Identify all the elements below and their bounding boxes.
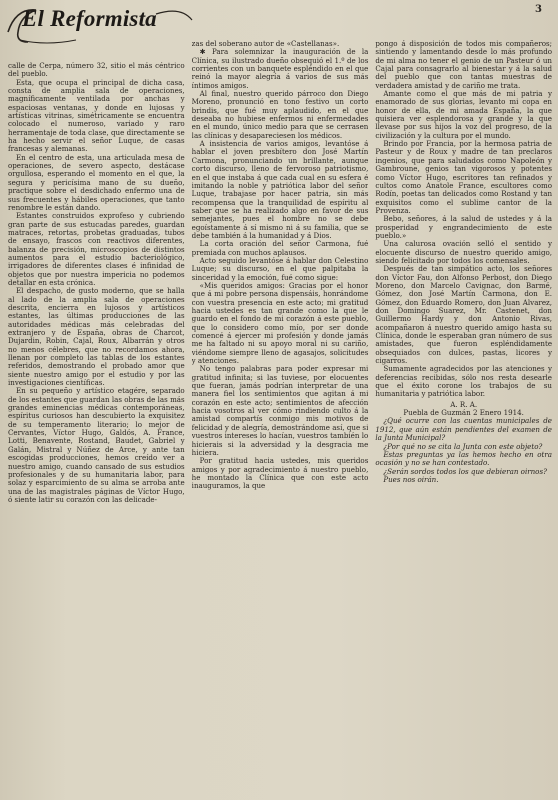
paragraph: La corta oración del señor Carmona, fué premiada con muchos aplausos. (191, 239, 369, 257)
paragraph: Bebo, señores, á la salud de ustedes y á la prosperidad y engrandecimiento de este pueblo.» (375, 214, 553, 240)
paragraph: pongo á disposición de todos mis compañeros; sintiendo y lamentando desde lo más profundo de mi alma no tener el genio de un Pasteur ó un Cajal para consagrarlo al bienestar y á la salud del pueblo que con tantas muestras de verdadera amistad y de cariño me trata. (375, 40, 553, 90)
paragraph: «Mis queridos amigos: Gracias por el honor que á mi pobre persona dispensáis, honrándome con vuestra presencia en este acto; mi gratitud hacia ustedes es tan grande como la que le guardo en el fondo de mi corazón á este pueblo, que lo considero como mío, por ser donde comencé á ejercer mi profesión y donde jamás me ha faltado ni su apoyo moral ni su cariño, viéndome siempre lleno de agasajos, solicitudes y atenciones. (191, 280, 369, 366)
paragraph: El despacho, de gusto moderno, que se halla al lado de la amplia sala de operaciones descrita, encierra en lujosos y artísticos estantes, las últimas producciones de las autoridades médicas más celebradas del extranjero y de España, obras de Charcot, Dujardin, Robin, Cajal, Roux, Albarrán y otros no menos célebres, que no recordamos ahora, llenan por completo las tablas de los estantes referidos, demostrando el probado amor que siente nuestro amigo por el estudio y por las investigaciones científicas. (8, 286, 185, 388)
paragraph: Esta, que ocupa el principal de dicha casa, consta de amplia sala de operaciones, magníficamente ventilada por anchas y espaciosas ventanas, y donde en lujosas y artísticas vitrinas, simétricamente se encuentra colocado el numeroso, variado y raro herramentaje de toda clase, que directamente se ha hecho servir el señor Luque, de casas francesas y alemanas. (8, 77, 185, 154)
question: Pues nos oirán. (383, 474, 439, 484)
paragraph: Brindo por Francia, por la hermosa patria de Pasteur y de Roux y madre de tan preclaros ingenios, que para saludados como Napoleón y Gambroune, genios tan vigorosos y potentes como Víctor Hugo, escritores tan refinados y cultos como Anatole France, escultores como Rodín, poetas tan delicados como Rostand y tan exquisitos como el sublime cantor de la Provenza. (375, 139, 553, 215)
question: ¿Qué ocurre con las cuentas municipales de 1912, que aún están pendientes del examen de la Junta Municipal? (375, 416, 553, 443)
masthead-title: El Reformista (22, 6, 157, 31)
paragraph: Amante como el que más de mi patria y enamorado de sus glorias, levanto mi copa en honor de ella, de mi amada España, la que quisiera ver esplendorosa y grande y la que llevase por sus hijos la voz del progreso, de la civilización y la cultura por el mundo. (375, 89, 553, 140)
paragraph: No tengo palabras para poder expresar mi gratitud infinita; si las tuviese, por elocuentes que fueran, jamás podrían interpretar de una manera fiel los sentimientos que agitan á mi corazón en este acto; sentimientos de afección hacia vosotros al ver cómo rindiendo culto á la amistad compartís conmigo mis motivos de felicidad y de alegría, demostrándome así, que si vuestros intereses lo hacían, vuestros también lo hicierais si la adversidad y la desgracia me hiciera. (191, 364, 369, 457)
paragraph: Acto seguido levantóse á hablar don Celestino Luque; su discurso, en el que palpitaba la sinceridad y la emoción, fué como sigue: (191, 255, 369, 282)
question: ¿Por qué no se cita la Junta con este objeto? (383, 441, 543, 451)
paragraph: zas del soberano autor de «Castellanas». (191, 40, 340, 48)
paragraph: Después de tan simpático acto, los señores don Víctor Fau, don Alfonso Perbost, don Diego Moreno, don Marcelo Cavignac, don Barmé, Gómez, don José Martín Carmona, don E. Gómez, don Eduardo Romero, don Juan Alvarez, don Domingo Suarez, Mr. Castenet, don Guillermo Hardy y don Antonio Rivas, acompañaron á nuestro querido amigo hasta su Clínica, donde le esperaban gran número de sus amistades, que fueron espléndidamente obsequiados con dulces, pastas, licores y cigarros. (375, 264, 553, 366)
paragraph: En el centro de esta, una articulada mesa de operaciones, de severo aspecto, destácase orgullosa, esperando el momento en el que, la segura y pericísima mano de su dueño, practique sobre el desdichado enfermo una de sus frecuentes y hábiles operaciones, que tanto renombre le están dando. (8, 152, 185, 212)
paragraph: Al final, nuestro querido párroco don Diego Moreno, pronunció en tono festivo un corto brindis, que fué muy aplaudido, en el que deseaba no hubiese enfermos ni enfermedades en el mundo, único medio para que se cerrasen las clínicas y desapareciesen los médicos. (191, 89, 369, 140)
column-1 (8, 62, 185, 796)
paragraph: En su pequeño y artístico etagére, separado de los estantes que guardan las obras de las más grandes eminencias médicas contemporáneas, espíritus curiosos han descubierto la exquisitez de su temperamento literario; lo mejor de Cervantes, Víctor Hugo, Galdós, A. France, Lotti, Benavente, Rostand, Baudet, Gabriel y Galán, Mistral y Núñez de Arce, y ante tan escogidas producciones, hemos creído ver a nuestro amigo, cuando cansado de sus estudios profesionales y de su humanitaria labor, para solaz y esparcimiento de su alma se arroba ante una de las magistrales páginas de Víctor Hugo, ó siente latir su corazón con las delicade- (8, 386, 185, 504)
page-number: 3 (535, 4, 542, 15)
paragraph: Por gratitud hacia ustedes, mis queridos amigos y por agradecimiento á nuestro pueblo, he montado la Clínica que con este acto inauguramos, la que (191, 456, 369, 491)
question: ¿Serán sordos todos los que debieran oirnos? (383, 466, 547, 476)
paragraph: Sumamente agradecidos por las atenciones y deferencias recibidas, sólo nos resta desearle que el éxito corone los trabajos de su humanitaria y patriótica labor. (375, 364, 553, 399)
place-date: Puebla de Guzmán 2 Enero 1914. (403, 408, 524, 418)
paragraph: ✱ Para solemnizar la inauguración de la Clínica, su ilustrado dueño obsequió el 1.º de los corrientes con un banquete espléndido en el que reinó la mayor alegría á varios de sus más íntimos amigos. (191, 47, 369, 90)
paragraph: Una calurosa ovación selló el sentido y elocuente discurso de nuestro querido amigo, siendo felicitado por todos los comensales. (375, 239, 553, 265)
column-2 (192, 40, 369, 796)
question: Estas preguntas ya las hemos hecho en otra ocasión y no se han contestado. (375, 449, 553, 468)
paragraph: Estantes construidos exprofeso y cubriendo gran parte de sus estucadas paredes, guardan matraces, retortas, probetas graduadas, tubos de ensayo, frascos con reactivos diferentes, balanza de precisión, microscopios de distintos aumentos para el estudio bacteriológico, irrigadores de diferentes clases é infinidad de objetos que por nuestra impericia no podemos detallar en esta crónica. (8, 211, 185, 287)
paragraph: calle de Cerpa, número 32, sitio el más céntrico del pueblo. (8, 62, 185, 79)
paragraph: A insistencia de varios amigos, levantóse á hablar el joven presbítero don José Martín Carmona, pronunciando un brillante, aunque corto discurso, lleno de fervoroso patriotismo, en el que instaba á que cada cual en su esfera é imitando la noble y patriótica labor del señor Luque, trabajase por hacer patria, sin más recompensa que la tranquilidad de espíritu al saber que se ha realizado algo en favor de sus semejantes, pues el hombre no se debe egoístamente á sí mismo ni á su familia, que se debe también á la humanidad y á Dios. (191, 139, 369, 240)
article-columns (8, 40, 552, 796)
column-3 (375, 40, 552, 796)
author-signature: A. R. A. (450, 399, 478, 409)
